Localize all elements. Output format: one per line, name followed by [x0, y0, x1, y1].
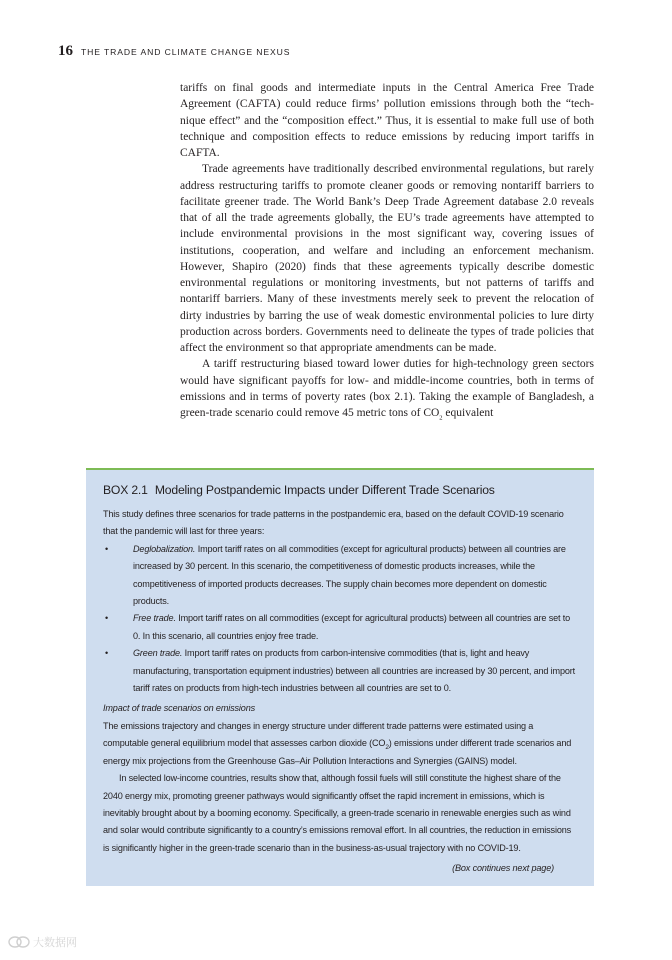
scenario-green-trade [103, 645, 576, 697]
scenario-free-trade [103, 610, 576, 645]
paragraph-3-end: equivalent [442, 407, 494, 419]
paragraph-1: tariffs on final goods and intermediate inputs in the Central America Free Trade Agreement (CAFTA) could reduce firms’ pollution emissions through both the “technique effect” and the “composition effect.” Thus, it is essential to make full use of both technique and composition effects to reduce emissions by reducing import tariffs in CAFTA. [180, 82, 594, 159]
watermark-text: 大数据网 [33, 936, 77, 949]
watermark [8, 934, 77, 950]
box-intro: This study defines three scenarios for trade patterns in the postpandemic era, based on the default COVID-19 scenario that the pandemic will last for three years: [103, 509, 564, 537]
bullet-icon: • [105, 648, 109, 659]
page-number: 16 [58, 43, 73, 59]
scenario-text: Import tariff rates on all commodities (except for agricultural products) between all countries are set to 0. In this scenario, all countries enjoy free trade. [133, 613, 571, 641]
box-label: BOX 2.1 [103, 483, 148, 497]
scenario-text: Import tariff rates on all commodities (except for agricultural products) between all countries are increased by 30 percent. In this scenario, the competitiveness of domestic products increases, while the competitiveness of imported products decreases. The supply chain becomes more dependent on domestic products. [133, 543, 566, 607]
co2-subscript: 2 [439, 414, 443, 422]
scenario-term: Free trade. [133, 613, 176, 624]
box-subhead: Impact of trade scenarios on emissions [103, 703, 255, 714]
bullet-icon: • [105, 613, 109, 624]
page-header [58, 43, 290, 60]
scenario-text: Import tariff rates on products from carbon-intensive commodities (that is, light and heavy manufacturing, transportation equipment industries) between all countries are increased by 30 percent, and import tariff rates on products from high-tech industries between all countries are set to 0. [133, 648, 576, 694]
scenario-list [103, 541, 576, 698]
scenario-term: Green trade. [133, 648, 183, 659]
paragraph-3-main: A tariff restructuring biased toward lower duties for high-technology green sectors would have significant payoffs for low- and middle-income countries, both in terms of emissions and in terms of poverty rates (box 2.1). Taking the example of Bangladesh, a green-trade scenario could remove 45 metric tons of CO [180, 358, 594, 419]
box-paragraph-2: In selected low-income countries, results show that, although fossil fuels will still constitute the highest share of the 2040 energy mix, promoting greener pathways would significantly offset the rapid increment in emissions, which is inevitably brought about by a booming economy. Specifically, a green-trade scenario in renewable energies such as wind and solar would contribute significantly to a country’s emissions removal effort. In all countries, the reduction in emissions is significantly higher in the green-trade scenario than in the business-as-usual trajectory with no COVID-19. [103, 773, 572, 853]
co2-subscript: 2 [385, 744, 389, 752]
box-title [103, 482, 576, 498]
box-paragraph-1-b: ) emissions under different trade scenarios and energy mix projections from the Greenhouse Gas–Air Pollution Interactions and Synergies (GAINS) model. [103, 738, 572, 766]
watermark-logo-icon [8, 935, 30, 949]
paragraph-2: Trade agreements have traditionally described environmental regulations, but rarely address restructuring tariffs to promote cleaner goods or removing nontariff barriers to facilitate greener trade. The World Bank’s Deep Trade Agreement database 2.0 reveals that of all the trade agreements globally, the EU’s trade agreements have attempted to include environmental provisions in the most significant way, covering issues of institutions, cooperation, and welfare and including an enforcement mechanism. However, Shapiro (2020) finds that these agreements typically describe domestic environmental regulations or monitoring investments, but not patterns of tariffs and nontariff barriers. Many of these investments merely seek to prevent the relocation of dirty industries by barring the use of weak domestic environmental policies to lure dirty production across borders. Governments need to delineate the types of trade policies that affect the environment so that appropriate amendments can be made. [180, 163, 594, 354]
box-paragraph-1-a: The emissions trajectory and changes in energy structure under different trade patterns were estimated using a computable general equilibrium model that assesses carbon dioxide (CO [103, 720, 534, 749]
scenario-deglobalization [103, 541, 576, 611]
box-2-1 [86, 468, 594, 886]
scenario-term: Deglobalization. [133, 543, 196, 554]
bullet-icon: • [105, 543, 109, 554]
box-paragraph-1 [103, 718, 576, 770]
box-title-text: Modeling Postpandemic Impacts under Different Trade Scenarios [154, 483, 495, 497]
paragraph-3 [180, 356, 594, 421]
body-text [180, 80, 594, 421]
box-continues-note: (Box continues next page) [452, 863, 554, 874]
running-head: THE TRADE AND CLIMATE CHANGE NEXUS [81, 47, 291, 57]
